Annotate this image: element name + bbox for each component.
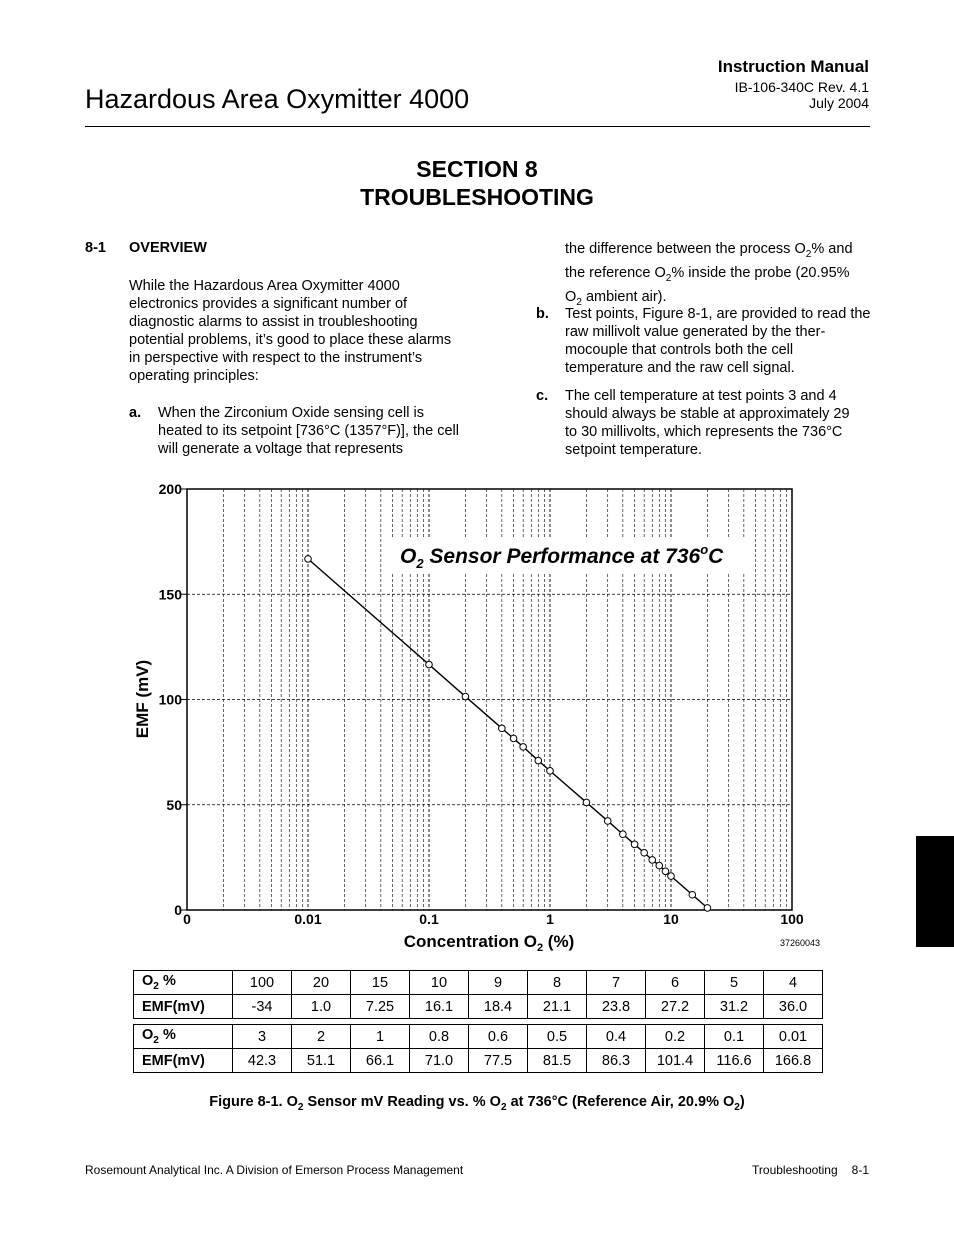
x-tick-label: 1	[546, 911, 554, 927]
data-point	[620, 831, 627, 838]
row-header-o2: $O_2$ %	[134, 1025, 233, 1049]
y-tick-label: 150	[158, 586, 182, 603]
data-point	[499, 725, 506, 732]
manual-label: Instruction Manual	[717, 57, 869, 76]
y-tick-label: 100	[158, 691, 182, 708]
data-point	[510, 735, 517, 742]
table-cell: 23.8	[587, 995, 646, 1019]
footer-section: Troubleshooting	[752, 1163, 838, 1177]
row-header-emf: EMF(mV)	[134, 1049, 233, 1073]
footer-page-number: 8-1	[851, 1163, 869, 1177]
manual-revision: IB-106-340C Rev. 4.1	[734, 79, 869, 95]
section-number: SECTION 8	[416, 156, 538, 182]
chart-series	[305, 556, 711, 912]
data-point	[305, 556, 312, 563]
y-tick-label: 0	[174, 902, 182, 918]
data-point	[689, 891, 696, 898]
y-tick-label: 200	[158, 481, 182, 497]
item-c-label: c.	[536, 388, 549, 404]
table-row	[134, 1025, 823, 1049]
table-cell: 31.2	[705, 995, 764, 1019]
data-point	[426, 661, 433, 668]
table-cell: 9	[469, 971, 528, 995]
row-header-o2: $O_2$ %	[134, 971, 233, 995]
figure-caption: Figure 8-1. $O_2$ Sensor mV Reading vs. % $O_2$ at 736°C (Reference Air, 20.9% $O_2$)	[209, 1094, 745, 1113]
data-point	[704, 905, 711, 912]
x-tick-label: 0.01	[294, 911, 322, 927]
table-cell: 0.6	[469, 1025, 528, 1049]
table-cell: 7	[587, 971, 646, 995]
table-cell: 7.25	[351, 995, 410, 1019]
table-cell: 2	[292, 1025, 351, 1049]
table-cell: 51.1	[292, 1049, 351, 1073]
x-tick-label: 0.1	[419, 911, 439, 927]
item-a-cont-part: % inside the probe (20.95% O	[565, 264, 850, 305]
data-table-part-2	[133, 1024, 823, 1073]
data-point	[462, 693, 469, 700]
data-point	[631, 841, 638, 848]
manual-date: July 2004	[809, 95, 869, 111]
data-point	[662, 868, 669, 875]
data-point	[656, 862, 663, 869]
item-a-label: a.	[129, 405, 142, 421]
item-a-cont-part: the difference between the process O	[565, 241, 806, 257]
data-point	[604, 818, 611, 825]
data-point	[547, 768, 554, 775]
overview-number: 8-1	[85, 240, 106, 256]
footer-company: Rosemount Analytical Inc. A Division of Emerson Process Management	[85, 1163, 464, 1177]
table-cell: 18.4	[469, 995, 528, 1019]
table-cell: 1.0	[292, 995, 351, 1019]
table-cell: 4	[764, 971, 823, 995]
table-cell: 81.5	[528, 1049, 587, 1073]
item-b-label: b.	[536, 306, 549, 322]
subscript: 2	[665, 272, 672, 284]
table-cell: 0.8	[410, 1025, 469, 1049]
y-axis-label: EMF (mV)	[133, 659, 152, 739]
table-cell: 101.4	[646, 1049, 705, 1073]
subscript: 2	[576, 296, 582, 308]
data-point	[649, 857, 656, 864]
subscript: 2	[805, 248, 812, 260]
table-cell: 86.3	[587, 1049, 646, 1073]
y-tick-label: 50	[166, 796, 182, 813]
x-tick-label: 10	[663, 911, 679, 927]
x-axis-label: Concentration $O_2$ (%)	[403, 932, 575, 954]
table-row	[134, 995, 823, 1019]
table-cell: 77.5	[469, 1049, 528, 1073]
chart-title: $O_2$ Sensor Performance at 736$^o$C	[400, 542, 724, 571]
x-tick-label: 0	[183, 911, 191, 927]
table-cell: 71.0	[410, 1049, 469, 1073]
table-cell: -34	[233, 995, 292, 1019]
item-b-text: Test points, Figure 8-1, are provided to read the raw millivolt value generated by the ther-mocouple that controls both the cell temperature and the raw cell signal.	[565, 306, 871, 376]
data-table-part-1	[133, 970, 823, 1019]
figure-code: 37260043	[779, 938, 820, 948]
table-cell: 42.3	[233, 1049, 292, 1073]
table-cell: 27.2	[646, 995, 705, 1019]
table-cell: 0.1	[705, 1025, 764, 1049]
table-cell: 15	[351, 971, 410, 995]
table-cell: 16.1	[410, 995, 469, 1019]
table-cell: 166.8	[764, 1049, 823, 1073]
x-tick-label: 100	[780, 911, 804, 927]
table-cell: 36.0	[764, 995, 823, 1019]
footer-page-info	[738, 1163, 869, 1177]
table-cell: 5	[705, 971, 764, 995]
data-point	[641, 849, 648, 856]
table-row	[134, 971, 823, 995]
table-cell: 3	[233, 1025, 292, 1049]
data-point	[520, 744, 527, 751]
table-cell: 6	[646, 971, 705, 995]
table-cell: 0.2	[646, 1025, 705, 1049]
section-title: TROUBLESHOOTING	[360, 184, 594, 210]
table-cell: 100	[233, 971, 292, 995]
emf-curve	[308, 559, 707, 908]
data-point	[583, 799, 590, 806]
item-a-text: When the Zirconium Oxide sensing cell is heated to its setpoint [736°C (1357°F)], the cell will generate a voltage that represents	[158, 405, 459, 457]
table-cell: 1	[351, 1025, 410, 1049]
table-cell: 0.4	[587, 1025, 646, 1049]
table-cell: 21.1	[528, 995, 587, 1019]
table-cell: 0.01	[764, 1025, 823, 1049]
table-cell: 20	[292, 971, 351, 995]
table-cell: 116.6	[705, 1049, 764, 1073]
data-point	[668, 873, 675, 880]
table-cell: 8	[528, 971, 587, 995]
table-cell: 66.1	[351, 1049, 410, 1073]
table-cell: 0.5	[528, 1025, 587, 1049]
item-a-cont-part: % and the reference O	[565, 241, 853, 281]
item-a-cont-part: ambient air).	[581, 288, 667, 305]
item-c-text: The cell temperature at test points 3 and 4 should always be stable at approximately 29 to 30 millivolts, which represents the 736°C setpoint temperature.	[565, 388, 850, 458]
data-point	[535, 757, 542, 764]
table-row	[134, 1049, 823, 1073]
row-header-emf: EMF(mV)	[134, 995, 233, 1019]
table-cell: 10	[410, 971, 469, 995]
overview-intro: While the Hazardous Area Oxymitter 4000 electronics provides a significant number of diagnostic alarms to assist in troubleshooting potential problems, it’s good to place these alarms in perspective with respect to the instrument’s operating principles:	[129, 278, 452, 384]
overview-heading: OVERVIEW	[129, 240, 207, 256]
document-title: Hazardous Area Oxymitter 4000	[85, 84, 470, 114]
